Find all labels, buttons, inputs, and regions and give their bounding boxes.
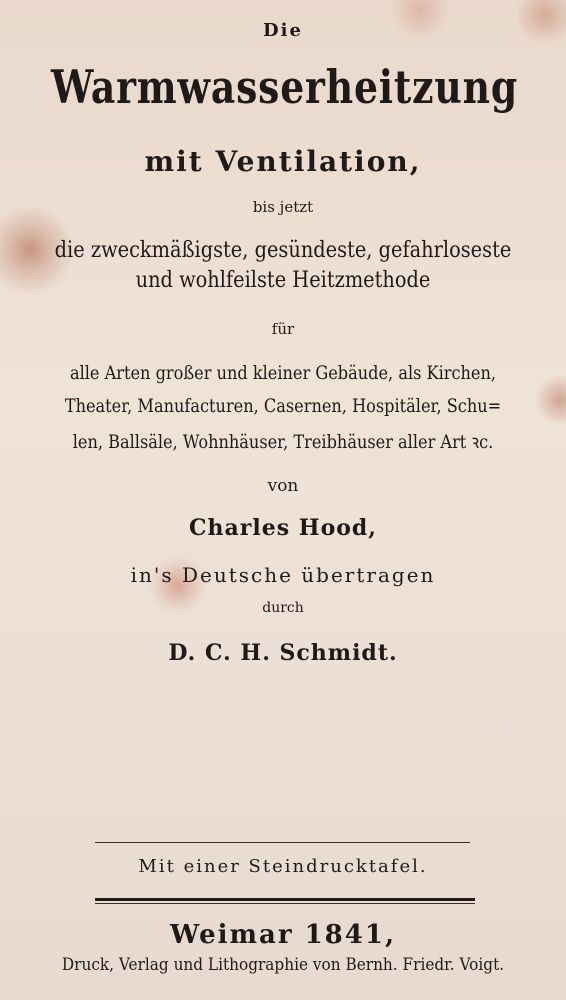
buildings-line-1: alle Arten großer und kleiner Gebäude, als Kirchen, — [69, 362, 497, 384]
translator-name: D. C. H. Schmidt. — [168, 640, 398, 666]
through-word: durch — [262, 600, 304, 616]
buildings-line-2: Theater, Manufacturen, Casernen, Hospitäler, Schu= — [64, 395, 502, 417]
buildings-line-3: len, Ballsäle, Wohnhäuser, Treibhäuser aller Art ꝛc. — [72, 431, 494, 453]
divider-thick — [95, 898, 475, 901]
main-title: Warmwasserheitzung — [50, 60, 519, 114]
translation-note: in's Deutsche übertragen — [130, 563, 436, 587]
place-year: Weimar 1841, — [169, 920, 397, 950]
divider-thick-secondary — [95, 903, 475, 904]
description-line-1: die zweckmäßigste, gesündeste, gefahrloseste — [54, 238, 512, 263]
plate-note: Mit einer Steindrucktafel. — [138, 856, 428, 877]
title-article: Die — [263, 20, 303, 41]
printer-imprint: Druck, Verlag und Lithographie von Bernh. Friedr. Voigt. — [61, 955, 505, 975]
subtitle: mit Ventilation, — [144, 145, 422, 178]
description-line-2: und wohlfeilste Heitzmethode — [135, 268, 431, 293]
author-name: Charles Hood, — [189, 515, 377, 541]
divider-thin — [95, 842, 470, 843]
by-word: von — [267, 476, 299, 496]
for-word: für — [271, 320, 295, 338]
connector-text: bis jetzt — [252, 198, 314, 216]
